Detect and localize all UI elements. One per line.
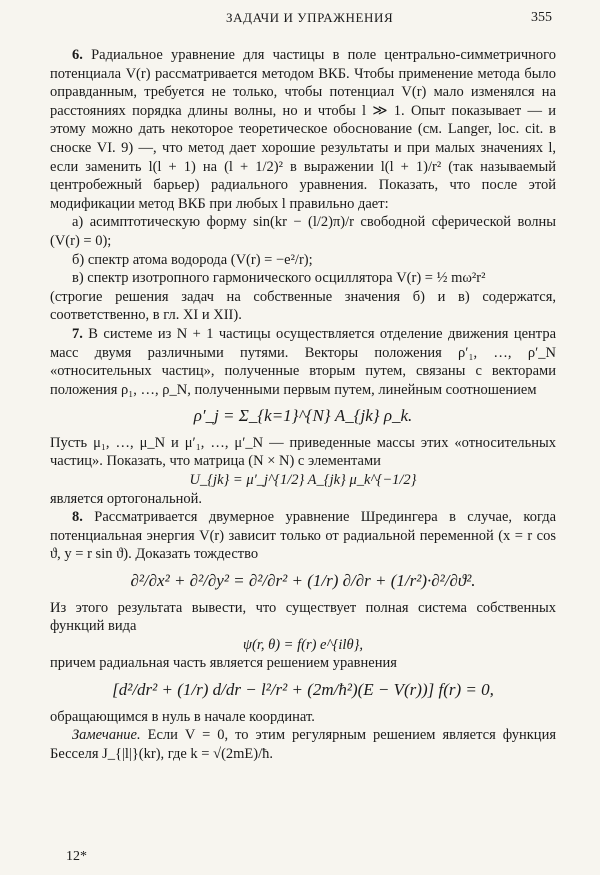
problem-8-formula-radial-equation: [d²/dr² + (1/r) d/dr − l²/r² + (2m/ħ²)(E − V(r))] f(r) = 0, — [112, 680, 494, 699]
main-content — [50, 46, 556, 763]
problem-7-intro — [50, 325, 556, 399]
problem-6-intro — [50, 46, 556, 213]
problem-6-item-a: а) асимптотическую форму sin(kr − (l/2)π)/r свободной сферической волны (V(r) = 0); — [50, 214, 556, 249]
problem-6-item-b: б) спектр атома водорода (V(r) = −e²/r); — [72, 251, 313, 268]
remark-label: Замечание. — [72, 727, 141, 744]
remark-text: Если V = 0, то этим регулярным решением является функция Бесселя J_{|l|}(kr), где k = √(2mE)/ħ. — [50, 727, 556, 762]
problem-7-conclusion: является ортогональной. — [50, 490, 203, 507]
problem-6-number: 6. — [72, 47, 83, 63]
problem-7-masses: Пусть μ₁, …, μ_N и μ′₁, …, μ′_N — приведенные массы этих «относительных частиц». Показать, что матрица (N × N) с элементами — [50, 434, 556, 470]
signature-mark: 12* — [66, 849, 87, 864]
problem-7-number: 7. — [72, 325, 83, 342]
running-title: ЗАДАЧИ И УПРАЖНЕНИЯ — [226, 10, 394, 25]
page-header — [0, 10, 600, 30]
problem-7-text: В системе из N + 1 частицы осуществляется отделение движения центра масс двумя различными путями. Векторы положения ρ′₁, …, ρ′_N «относительных частиц», полученные вторым путем, связаны с векторами положения ρ₁, …, ρ_N, полученными первым путем, линейным соотношением — [50, 325, 556, 398]
problem-8-formula-eigenfunction: ψ(r, θ) = f(r) e^{ilθ}, — [242, 636, 363, 653]
problem-8-text: Рассматривается двумерное уравнение Шредингера в случае, когда потенциальная энергия V(r) зависит только от радиальной переменной (x = r cos ϑ, y = r sin ϑ). Доказать тождество — [50, 509, 557, 563]
problem-8-boundary: обращающимся в нуль в начале координат. — [50, 708, 315, 725]
problem-7-formula-matrix: U_{jk} = μ′_j^{1/2} A_{jk} μ_k^{−1/2} — [189, 472, 417, 489]
page-number: 355 — [531, 10, 552, 25]
problem-8-derivation: Из этого результата вывести, что существует полная система собственных функций вида — [50, 599, 556, 635]
problem-8-remark — [50, 726, 556, 763]
problem-8-formula-identity: ∂²/∂x² + ∂²/∂y² = ∂²/∂r² + (1/r) ∂/∂r + (1/r²)·∂²/∂ϑ². — [130, 571, 476, 591]
problem-8-number: 8. — [72, 509, 83, 526]
problem-6-closing: (строгие решения задач на собственные значения б) и в) содержатся, соответственно, в гл. XI и XII). — [50, 288, 556, 324]
problem-7-formula-relation: ρ′_j = Σ_{k=1}^{N} A_{jk} ρ_k. — [193, 406, 413, 426]
problem-8-radial-intro: причем радиальная часть является решением уравнения — [50, 655, 397, 672]
problem-6-item-c: в) спектр изотропного гармонического осциллятора V(r) = ½ mω²r² — [72, 270, 486, 287]
problem-6-text: Радиальное уравнение для частицы в поле центрально-симметричного потенциала V(r) рассматривается методом ВКБ. Чтобы применение метода было оправданным, требуется не только, чтобы потенциал V(r) мало изменялся на расстояниях порядка длины волны, но и чтобы l ≫ 1. Опыт показывает — и этому можно дать некоторое теоретическое обоснование (см. Langer, loc. cit. в сноске VI. 9) —, что метод дает хорошие результаты и при малых значениях l, если заменить l(l + 1) на (l + 1/2)² в выражении l(l + 1)/r² (так называемый центробежный барьер) радиального уравнения. Показать, что после этой модификации метод ВКБ при любых l правильно дает: — [50, 47, 556, 212]
problem-8-intro — [50, 508, 556, 564]
